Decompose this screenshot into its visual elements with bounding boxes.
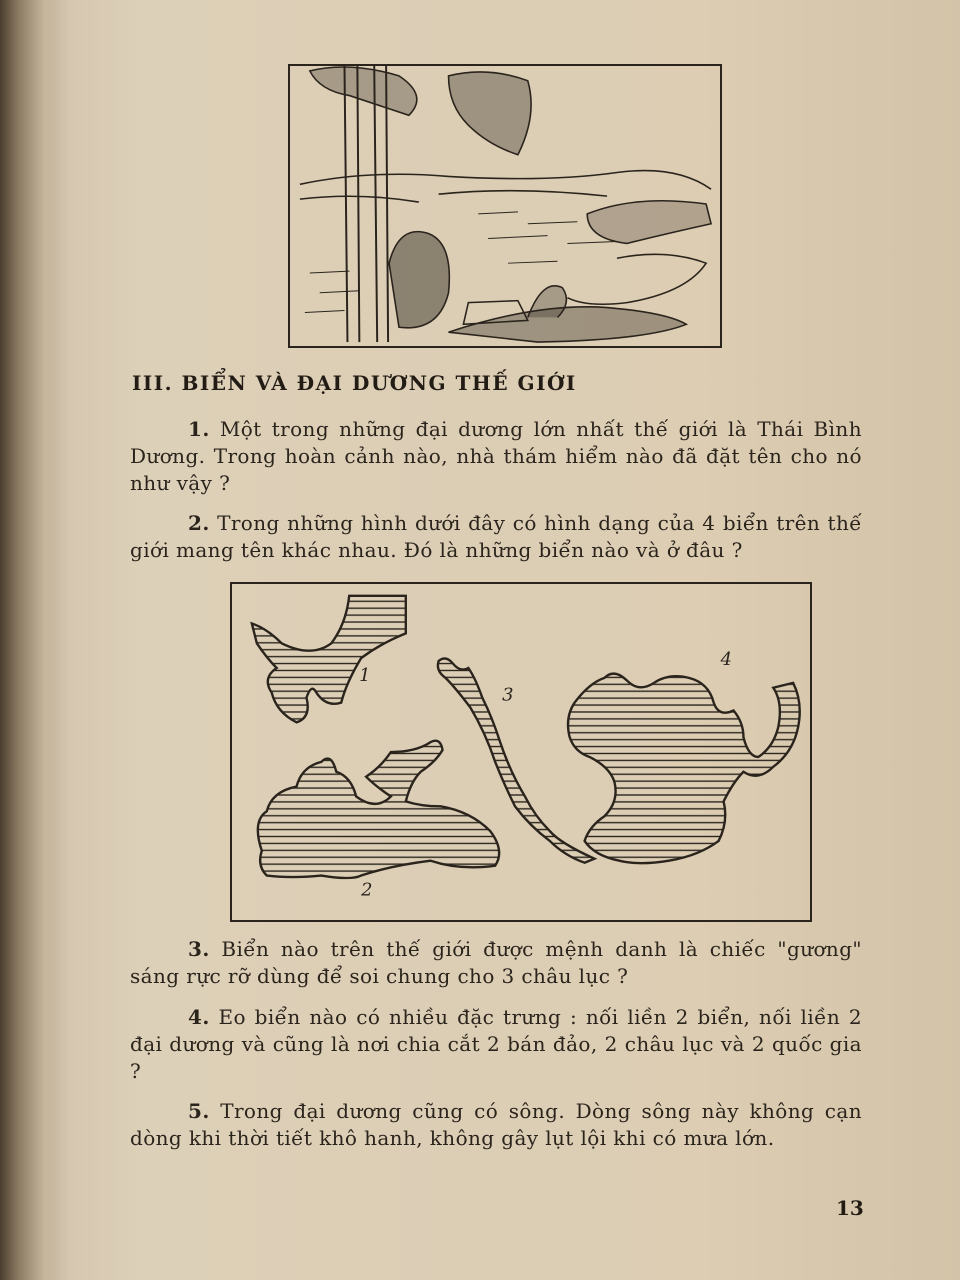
page-number: 13 [836,1196,864,1220]
question-3-text: Biển nào trên thế giới được mệnh danh là chiếc "gương" sáng rực rỡ dùng để soi chung cho 3 châu lục ? [130,937,862,988]
landscape-illustration [288,64,722,348]
sea-label-1: 1 [359,664,371,686]
question-5 [130,1098,862,1152]
sea-2-shape [258,741,499,878]
question-2 [130,510,862,564]
section-heading: III. BIỂN VÀ ĐẠI DƯƠNG THẾ GIỚI [132,371,577,395]
question-2-number: 2. [188,511,210,535]
landscape-drawing [290,66,720,346]
sea-4-shape [568,674,800,864]
seas-map-drawing [232,584,810,920]
question-1-text: Một trong những đại dương lớn nhất thế giới là Thái Bình Dương. Trong hoàn cảnh nào, nhà thám hiểm nào đã đặt tên cho nó như vậy ? [130,417,862,495]
sea-label-4: 4 [720,649,732,671]
sea-label-3: 3 [502,684,514,706]
question-4 [130,1004,862,1085]
question-3 [130,936,862,990]
seas-map-figure [230,582,812,922]
question-1-number: 1. [188,417,210,441]
sea-label-2: 2 [361,879,373,901]
question-5-text: Trong đại dương cũng có sông. Dòng sông này không cạn dòng khi thời tiết khô hanh, không gây lụt lội khi có mưa lớn. [130,1099,862,1150]
question-2-text: Trong những hình dưới đây có hình dạng của 4 biển trên thế giới mang tên khác nhau. Đó là những biển nào và ở đâu ? [130,511,862,562]
question-3-number: 3. [188,937,210,961]
question-4-number: 4. [188,1005,210,1029]
sea-1-shape [252,596,406,722]
question-5-number: 5. [188,1099,210,1123]
question-1 [130,416,862,497]
question-4-text: Eo biển nào có nhiều đặc trưng : nối liền 2 biển, nối liền 2 đại dương và cũng là nơi chia cắt 2 bán đảo, 2 châu lục và 2 quốc gia ? [130,1005,862,1083]
book-spine-shadow [0,0,60,1280]
